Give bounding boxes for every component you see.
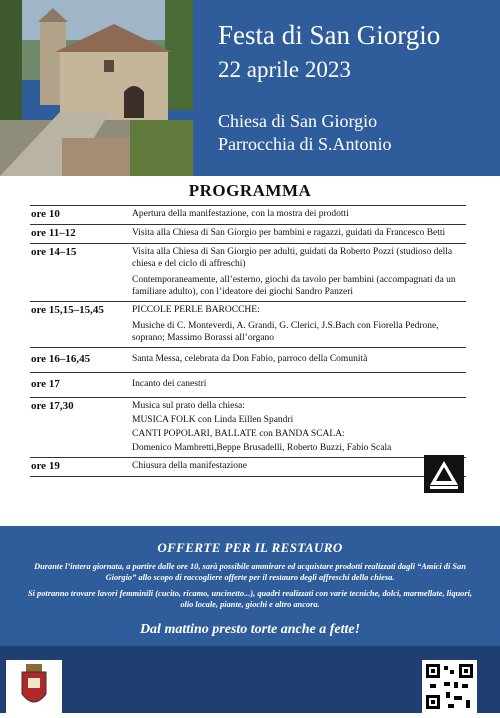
church-name: Chiesa di San Giorgio — [218, 111, 378, 131]
row-desc: Visita alla Chiesa di San Giorgio per bambini e ragazzi, guidati da Francesco Betti — [132, 228, 446, 238]
offerte-paragraph-1: Durante l’intera giornata, a partire dalle ore 10, sarà possibile ammirare ed acquistare prodotti realizzati dagli “Amici di San Giorgio” allo scopo di raccogliere offerte per il restauro degli affreschi della chiesa. — [34, 562, 466, 582]
row-desc: CANTI POPOLARI, BALLATE con BANDA SCALA: — [132, 429, 345, 439]
coat-of-arms-icon — [6, 660, 62, 713]
parish-name: Parrocchia di S.Antonio — [218, 134, 392, 154]
row-time: ore 11–12 — [31, 227, 76, 239]
event-date: 22 aprile 2023 — [218, 57, 351, 82]
row-desc: Contemporaneamente, all’esterno, giochi da tavolo per bambini (accompagnati da un familiare adulto), con l’ideatore dei giochi Sandro Panzeri — [132, 275, 456, 297]
schedule-row — [30, 244, 466, 302]
row-desc: Chiusura della manifestazione — [132, 461, 248, 471]
church-photo — [0, 0, 193, 176]
offerte-slogan: Dal mattino presto torte anche a fette! — [139, 622, 361, 637]
schedule-row — [30, 225, 466, 244]
row-time: ore 10 — [31, 208, 60, 220]
row-time: ore 19 — [31, 460, 60, 472]
schedule-row — [30, 373, 466, 398]
header-banner — [0, 0, 500, 176]
schedule-row — [30, 348, 466, 373]
schedule-row — [30, 398, 466, 458]
row-desc: Musiche di C. Monteverdi, A. Grandi, G. Clerici, J.S.Bach con Fiorella Pedrone, soprano; Massimo Borassi all’organo — [132, 321, 439, 343]
row-desc: MUSICA FOLK con Linda Eillen Spandri — [132, 415, 294, 425]
row-desc: Santa Messa, celebrata da Don Fabio, parroco della Comunità — [132, 354, 368, 364]
schedule-row — [30, 206, 466, 225]
schedule-row — [30, 302, 466, 348]
offerte-section — [0, 526, 500, 646]
row-desc: Domenico Mambretti,Beppe Brusadelli, Roberto Buzzi, Fabio Scala — [132, 443, 392, 453]
row-desc: Incanto dei canestri — [132, 379, 207, 389]
row-desc: PICCOLE PERLE BAROCCHE: — [132, 305, 260, 315]
row-time: ore 16–16,45 — [31, 353, 91, 365]
row-time: ore 17,30 — [31, 400, 74, 412]
schedule-table — [30, 205, 466, 477]
offerte-paragraph-2: Si potranno trovare lavori femminili (cucito, ricamo, uncinetto...), quadri realizzati con varie tecniche, dolci, marmellate, liquori, olio locale, piante, giochi e altro ancora. — [27, 589, 473, 609]
schedule-row — [30, 458, 466, 477]
row-time: ore 15,15–15,45 — [31, 304, 104, 316]
row-time: ore 14–15 — [31, 246, 77, 258]
band-logo — [424, 455, 464, 493]
row-desc: Visita alla Chiesa di San Giorgio per adulti, guidati da Roberto Pozzi (studioso della chiesa e del ciclo di affreschi) — [132, 247, 453, 269]
row-time: ore 17 — [31, 378, 60, 390]
offerte-title: OFFERTE PER IL RESTAURO — [157, 540, 343, 555]
programma-heading: PROGRAMMA — [188, 181, 312, 200]
qr-code-icon[interactable] — [422, 660, 477, 713]
row-desc: Apertura della manifestazione, con la mostra dei prodotti — [132, 209, 349, 219]
event-title: Festa di San Giorgio — [218, 20, 441, 50]
row-desc: Musica sul prato della chiesa: — [132, 401, 245, 411]
